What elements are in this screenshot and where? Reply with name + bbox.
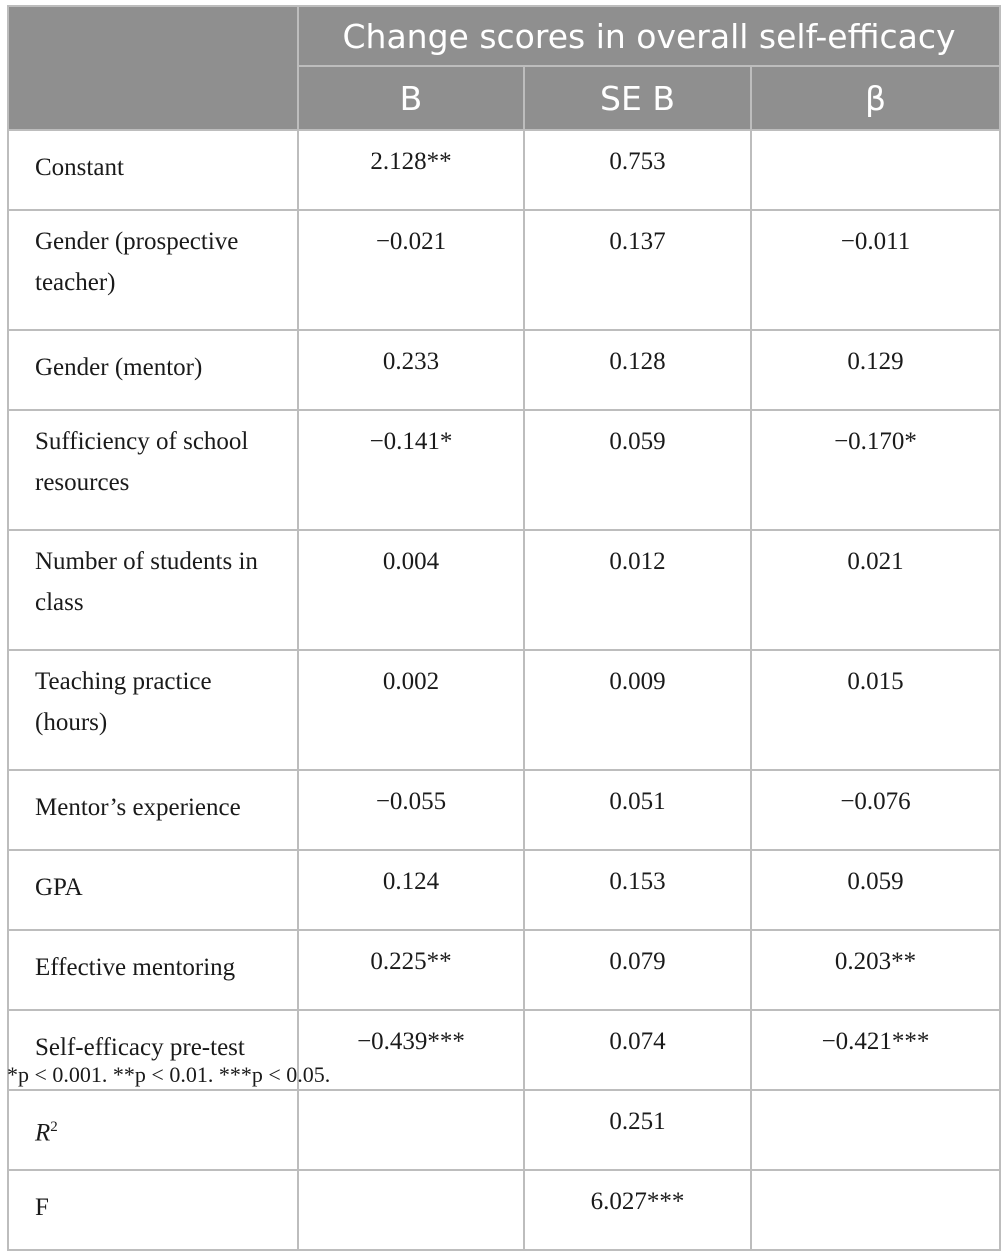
- table-row: [8, 930, 1000, 1010]
- cell-beta: 0.203**: [751, 930, 1000, 1010]
- cell-beta: 0.021: [751, 530, 1000, 650]
- row-label: GPA: [8, 850, 298, 930]
- cell-b: [298, 1090, 524, 1170]
- cell-seb: 0.059: [524, 410, 751, 530]
- row-label: F: [8, 1170, 298, 1250]
- table-row: [8, 650, 1000, 770]
- cell-b: −0.055: [298, 770, 524, 850]
- cell-seb: 6.027***: [524, 1170, 751, 1250]
- cell-seb: 0.753: [524, 130, 751, 210]
- cell-seb: 0.128: [524, 330, 751, 410]
- cell-b: −0.439***: [298, 1010, 524, 1090]
- cell-beta: [751, 1090, 1000, 1170]
- cell-seb: 0.074: [524, 1010, 751, 1090]
- cell-seb: 0.251: [524, 1090, 751, 1170]
- cell-beta: −0.421***: [751, 1010, 1000, 1090]
- table-row: [8, 850, 1000, 930]
- cell-seb: 0.153: [524, 850, 751, 930]
- row-label: Sufficiency of school resources: [8, 410, 298, 530]
- cell-seb: 0.051: [524, 770, 751, 850]
- row-label: Mentor’s experience: [8, 770, 298, 850]
- cell-b: −0.141*: [298, 410, 524, 530]
- cell-b: 0.225**: [298, 930, 524, 1010]
- cell-seb: 0.012: [524, 530, 751, 650]
- table-row: [8, 1170, 1000, 1250]
- cell-beta: [751, 130, 1000, 210]
- cell-b: 0.124: [298, 850, 524, 930]
- cell-beta: [751, 1170, 1000, 1250]
- row-label: Number of students in class: [8, 530, 298, 650]
- row-label: Constant: [8, 130, 298, 210]
- cell-beta: −0.011: [751, 210, 1000, 330]
- col-header-beta: β: [751, 66, 1000, 130]
- row-label-r-squared: $R^2$: [8, 1090, 298, 1170]
- table-row: [8, 770, 1000, 850]
- cell-beta: −0.076: [751, 770, 1000, 850]
- cell-beta: −0.170*: [751, 410, 1000, 530]
- table-row: [8, 410, 1000, 530]
- col-header-seb: SE B: [524, 66, 751, 130]
- table-row: [8, 130, 1000, 210]
- table-row: [8, 530, 1000, 650]
- cell-b: [298, 1170, 524, 1250]
- row-label: Gender (mentor): [8, 330, 298, 410]
- table-row: [8, 210, 1000, 330]
- table-row: [8, 1090, 1000, 1170]
- cell-b: 0.002: [298, 650, 524, 770]
- cell-b: 2.128**: [298, 130, 524, 210]
- cell-seb: 0.137: [524, 210, 751, 330]
- cell-beta: 0.015: [751, 650, 1000, 770]
- group-header: Change scores in overall self-efficacy: [298, 6, 1000, 66]
- cell-beta: 0.059: [751, 850, 1000, 930]
- row-label: Self-efficacy pre-test: [8, 1010, 298, 1090]
- cell-b: 0.233: [298, 330, 524, 410]
- row-label: Gender (prospective teacher): [8, 210, 298, 330]
- cell-b: 0.004: [298, 530, 524, 650]
- col-header-b: B: [298, 66, 524, 130]
- row-label: Teaching practice (hours): [8, 650, 298, 770]
- cell-beta: 0.129: [751, 330, 1000, 410]
- table-row: [8, 330, 1000, 410]
- cell-b: −0.021: [298, 210, 524, 330]
- row-label: Effective mentoring: [8, 930, 298, 1010]
- cell-seb: 0.009: [524, 650, 751, 770]
- header-corner: [8, 6, 298, 130]
- table-footnote: *p < 0.001. **p < 0.01. ***p < 0.05.: [7, 1062, 331, 1087]
- cell-seb: 0.079: [524, 930, 751, 1010]
